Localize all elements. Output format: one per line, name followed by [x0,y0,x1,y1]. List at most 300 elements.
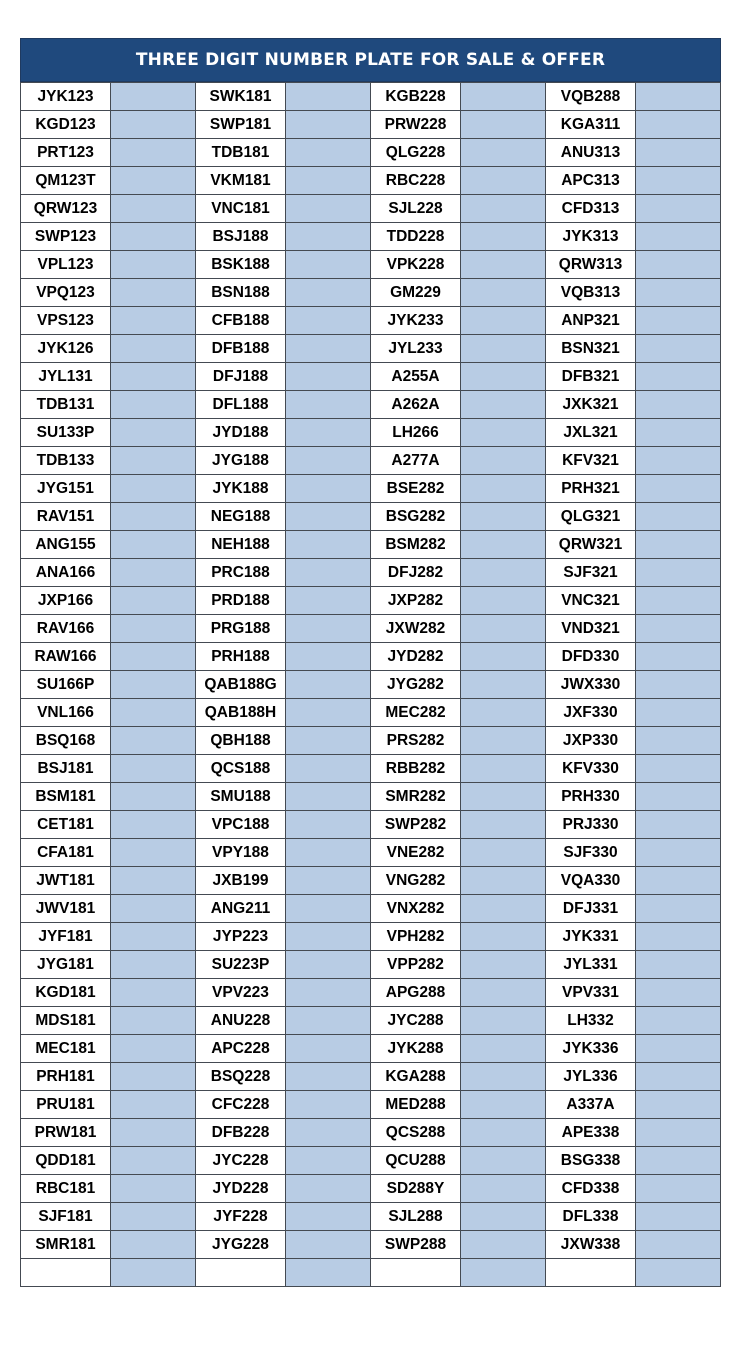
offer-cell [286,307,371,335]
plate-table [20,82,721,1287]
offer-cell [111,1147,196,1175]
offer-cell [636,587,721,615]
offer-cell [461,223,546,251]
plate-cell: JYK336 [546,1035,636,1063]
plate-cell [196,1259,286,1287]
plate-cell: PRH188 [196,643,286,671]
plate-cell: TDB181 [196,139,286,167]
offer-cell [461,279,546,307]
plate-cell: QAB188H [196,699,286,727]
offer-cell [636,559,721,587]
table-row [21,1063,721,1091]
table-row [21,1091,721,1119]
offer-cell [636,951,721,979]
offer-cell [286,1231,371,1259]
offer-cell [111,783,196,811]
offer-cell [111,1175,196,1203]
plate-cell: A255A [371,363,461,391]
plate-cell: VPQ123 [21,279,111,307]
plate-cell: LH266 [371,419,461,447]
offer-cell [461,111,546,139]
plate-cell: LH332 [546,1007,636,1035]
offer-cell [461,251,546,279]
offer-cell [286,559,371,587]
offer-cell [111,867,196,895]
plate-cell: JXL321 [546,419,636,447]
offer-cell [286,139,371,167]
offer-cell [111,1007,196,1035]
offer-cell [111,727,196,755]
offer-cell [286,1175,371,1203]
table-row [21,111,721,139]
plate-cell: JYK233 [371,307,461,335]
offer-cell [461,167,546,195]
offer-cell [286,279,371,307]
table-row [21,167,721,195]
plate-cell: JYK288 [371,1035,461,1063]
offer-cell [461,139,546,167]
offer-cell [111,531,196,559]
offer-cell [111,587,196,615]
offer-cell [286,419,371,447]
offer-cell [286,391,371,419]
plate-cell: JYD228 [196,1175,286,1203]
offer-cell [286,867,371,895]
plate-cell: RBC181 [21,1175,111,1203]
offer-cell [461,1175,546,1203]
offer-cell [111,895,196,923]
plate-cell: PRH181 [21,1063,111,1091]
plate-cell: CFA181 [21,839,111,867]
plate-cell: JWV181 [21,895,111,923]
offer-cell [636,1175,721,1203]
offer-cell [111,979,196,1007]
plate-cell: SD288Y [371,1175,461,1203]
plate-cell: PRW228 [371,111,461,139]
plate-cell: ANA166 [21,559,111,587]
offer-cell [636,391,721,419]
plate-cell: QLG321 [546,503,636,531]
offer-cell [111,307,196,335]
offer-cell [461,475,546,503]
offer-cell [636,419,721,447]
offer-cell [111,139,196,167]
offer-cell [636,1259,721,1287]
offer-cell [636,1035,721,1063]
plate-cell: NEH188 [196,531,286,559]
plate-cell: ANG211 [196,895,286,923]
offer-cell [461,531,546,559]
table-row [21,727,721,755]
offer-cell [111,1091,196,1119]
plate-cell: SU133P [21,419,111,447]
offer-cell [461,671,546,699]
offer-cell [461,895,546,923]
plate-cell: QBH188 [196,727,286,755]
table-row [21,419,721,447]
offer-cell [636,167,721,195]
plate-cell: JYG151 [21,475,111,503]
table-row [21,223,721,251]
plate-cell: SU223P [196,951,286,979]
offer-cell [286,1259,371,1287]
offer-cell [636,1231,721,1259]
offer-cell [286,615,371,643]
plate-cell: VNL166 [21,699,111,727]
plate-cell: VPP282 [371,951,461,979]
offer-cell [111,951,196,979]
offer-cell [111,167,196,195]
offer-cell [286,111,371,139]
plate-cell: APC313 [546,167,636,195]
offer-cell [636,923,721,951]
plate-cell: NEG188 [196,503,286,531]
offer-cell [286,783,371,811]
plate-cell: RAW166 [21,643,111,671]
offer-cell [636,223,721,251]
plate-cell: DFJ331 [546,895,636,923]
plate-cell: KGD181 [21,979,111,1007]
table-row [21,1035,721,1063]
table-row [21,951,721,979]
offer-cell [111,1259,196,1287]
offer-cell [461,643,546,671]
plate-cell: DFD330 [546,643,636,671]
offer-cell [636,1063,721,1091]
offer-cell [111,1063,196,1091]
plate-cell [546,1259,636,1287]
plate-cell: BSM282 [371,531,461,559]
plate-cell: SMR282 [371,783,461,811]
plate-cell: SU166P [21,671,111,699]
plate-cell: KFV321 [546,447,636,475]
plate-cell [21,1259,111,1287]
table-row [21,363,721,391]
offer-cell [286,475,371,503]
plate-cell: JXW338 [546,1231,636,1259]
offer-cell [111,83,196,111]
table-row [21,475,721,503]
offer-cell [636,279,721,307]
offer-cell [111,1203,196,1231]
offer-cell [461,503,546,531]
offer-cell [286,447,371,475]
offer-cell [636,335,721,363]
offer-cell [461,923,546,951]
plate-cell: JYF228 [196,1203,286,1231]
table-row [21,279,721,307]
plate-sheet [20,38,721,1287]
plate-cell: SJF181 [21,1203,111,1231]
offer-cell [461,335,546,363]
table-row [21,307,721,335]
plate-cell: RAV151 [21,503,111,531]
plate-cell: QLG228 [371,139,461,167]
offer-cell [461,363,546,391]
offer-cell [461,559,546,587]
table-row [21,755,721,783]
table-row [21,811,721,839]
plate-cell: VPS123 [21,307,111,335]
plate-cell: VPV223 [196,979,286,1007]
plate-cell: A277A [371,447,461,475]
offer-cell [111,111,196,139]
plate-cell: ANU228 [196,1007,286,1035]
plate-cell: JYG228 [196,1231,286,1259]
plate-cell: VNX282 [371,895,461,923]
plate-cell: TDB131 [21,391,111,419]
offer-cell [286,83,371,111]
offer-cell [111,923,196,951]
plate-cell: VPC188 [196,811,286,839]
plate-cell: JWT181 [21,867,111,895]
offer-cell [286,587,371,615]
offer-cell [111,447,196,475]
plate-cell: PRH330 [546,783,636,811]
plate-cell: KFV330 [546,755,636,783]
plate-cell: JXP330 [546,727,636,755]
offer-cell [636,447,721,475]
plate-cell: VQB313 [546,279,636,307]
plate-cell: MEC282 [371,699,461,727]
offer-cell [111,475,196,503]
offer-cell [636,475,721,503]
offer-cell [286,1035,371,1063]
plate-cell: MEC181 [21,1035,111,1063]
plate-cell: JYP223 [196,923,286,951]
plate-cell: VNG282 [371,867,461,895]
plate-cell: JYL331 [546,951,636,979]
offer-cell [636,139,721,167]
offer-cell [461,391,546,419]
plate-cell: JXK321 [546,391,636,419]
offer-cell [636,727,721,755]
plate-table-body [21,83,721,1287]
offer-cell [461,615,546,643]
offer-cell [111,755,196,783]
table-row [21,587,721,615]
plate-cell: PRH321 [546,475,636,503]
plate-cell: JYL233 [371,335,461,363]
offer-cell [461,587,546,615]
plate-cell: SJL228 [371,195,461,223]
offer-cell [636,83,721,111]
plate-cell: SWP181 [196,111,286,139]
plate-cell: QCS188 [196,755,286,783]
offer-cell [286,1119,371,1147]
offer-cell [111,419,196,447]
plate-cell: CFC228 [196,1091,286,1119]
plate-cell: JXF330 [546,699,636,727]
plate-cell: SWK181 [196,83,286,111]
offer-cell [461,1035,546,1063]
plate-cell: KGD123 [21,111,111,139]
plate-cell: QRW123 [21,195,111,223]
plate-cell: VKM181 [196,167,286,195]
offer-cell [461,867,546,895]
table-row [21,923,721,951]
offer-cell [636,671,721,699]
plate-cell: QDD181 [21,1147,111,1175]
plate-cell: JYK126 [21,335,111,363]
plate-cell: SWP123 [21,223,111,251]
table-row [21,1147,721,1175]
plate-cell: DFL338 [546,1203,636,1231]
offer-cell [111,335,196,363]
plate-cell: GM229 [371,279,461,307]
offer-cell [636,867,721,895]
offer-cell [461,1231,546,1259]
offer-cell [636,979,721,1007]
offer-cell [636,839,721,867]
plate-cell: VQA330 [546,867,636,895]
offer-cell [111,811,196,839]
table-row [21,699,721,727]
offer-cell [111,559,196,587]
plate-cell: APG288 [371,979,461,1007]
offer-cell [636,643,721,671]
offer-cell [461,1063,546,1091]
offer-cell [111,503,196,531]
table-row [21,839,721,867]
offer-cell [636,1091,721,1119]
offer-cell [461,1091,546,1119]
offer-cell [286,811,371,839]
offer-cell [111,1035,196,1063]
offer-cell [111,699,196,727]
table-row [21,1231,721,1259]
plate-cell: SJF321 [546,559,636,587]
plate-cell: VPY188 [196,839,286,867]
offer-cell [461,307,546,335]
plate-cell: VNC181 [196,195,286,223]
plate-cell: JYK188 [196,475,286,503]
plate-cell: CFD313 [546,195,636,223]
plate-cell: JYD188 [196,419,286,447]
table-row [21,531,721,559]
offer-cell [461,979,546,1007]
plate-cell: VPV331 [546,979,636,1007]
plate-cell: JYC228 [196,1147,286,1175]
offer-cell [461,195,546,223]
plate-cell: JYD282 [371,643,461,671]
offer-cell [461,419,546,447]
offer-cell [111,615,196,643]
plate-cell: DFJ188 [196,363,286,391]
offer-cell [636,615,721,643]
offer-cell [461,839,546,867]
offer-cell [286,363,371,391]
offer-cell [636,783,721,811]
plate-cell: MED288 [371,1091,461,1119]
plate-cell: PRD188 [196,587,286,615]
table-row [21,251,721,279]
plate-cell: DFJ282 [371,559,461,587]
offer-cell [461,811,546,839]
offer-cell [286,979,371,1007]
offer-cell [461,447,546,475]
offer-cell [636,1007,721,1035]
plate-cell: SJL288 [371,1203,461,1231]
offer-cell [636,195,721,223]
offer-cell [111,363,196,391]
plate-cell: RBC228 [371,167,461,195]
table-row [21,867,721,895]
offer-cell [461,783,546,811]
plate-cell: BSQ168 [21,727,111,755]
plate-cell: TDD228 [371,223,461,251]
table-row [21,671,721,699]
offer-cell [286,643,371,671]
plate-cell: QM123T [21,167,111,195]
plate-cell: ANP321 [546,307,636,335]
offer-cell [111,839,196,867]
table-row [21,1203,721,1231]
plate-cell: QRW313 [546,251,636,279]
table-row [21,643,721,671]
table-row [21,1259,721,1287]
plate-cell: BSQ228 [196,1063,286,1091]
offer-cell [286,1007,371,1035]
offer-cell [111,643,196,671]
plate-cell: VND321 [546,615,636,643]
offer-cell [461,727,546,755]
plate-cell: SMR181 [21,1231,111,1259]
table-row [21,391,721,419]
table-row [21,1175,721,1203]
plate-cell: JYC288 [371,1007,461,1035]
offer-cell [636,251,721,279]
plate-cell: VPH282 [371,923,461,951]
plate-cell: BSM181 [21,783,111,811]
offer-cell [461,1119,546,1147]
plate-cell: BSN188 [196,279,286,307]
offer-cell [286,923,371,951]
table-row [21,1007,721,1035]
offer-cell [286,167,371,195]
offer-cell [461,951,546,979]
plate-cell: PRC188 [196,559,286,587]
plate-cell: VNE282 [371,839,461,867]
plate-cell: DFB321 [546,363,636,391]
plate-cell: BSE282 [371,475,461,503]
plate-cell: SMU188 [196,783,286,811]
plate-cell: A337A [546,1091,636,1119]
plate-cell: QCS288 [371,1119,461,1147]
offer-cell [636,503,721,531]
offer-cell [636,531,721,559]
offer-cell [286,1063,371,1091]
plate-cell: A262A [371,391,461,419]
plate-cell: MDS181 [21,1007,111,1035]
plate-cell: RBB282 [371,755,461,783]
offer-cell [111,671,196,699]
plate-cell: CET181 [21,811,111,839]
plate-cell: VQB288 [546,83,636,111]
plate-cell: JYK331 [546,923,636,951]
plate-cell: QAB188G [196,671,286,699]
plate-cell: PRG188 [196,615,286,643]
offer-cell [461,755,546,783]
plate-cell: JXP166 [21,587,111,615]
plate-cell: CFB188 [196,307,286,335]
plate-cell: BSJ188 [196,223,286,251]
offer-cell [286,755,371,783]
plate-cell: BSG338 [546,1147,636,1175]
plate-cell: JXW282 [371,615,461,643]
plate-cell: RAV166 [21,615,111,643]
offer-cell [286,195,371,223]
